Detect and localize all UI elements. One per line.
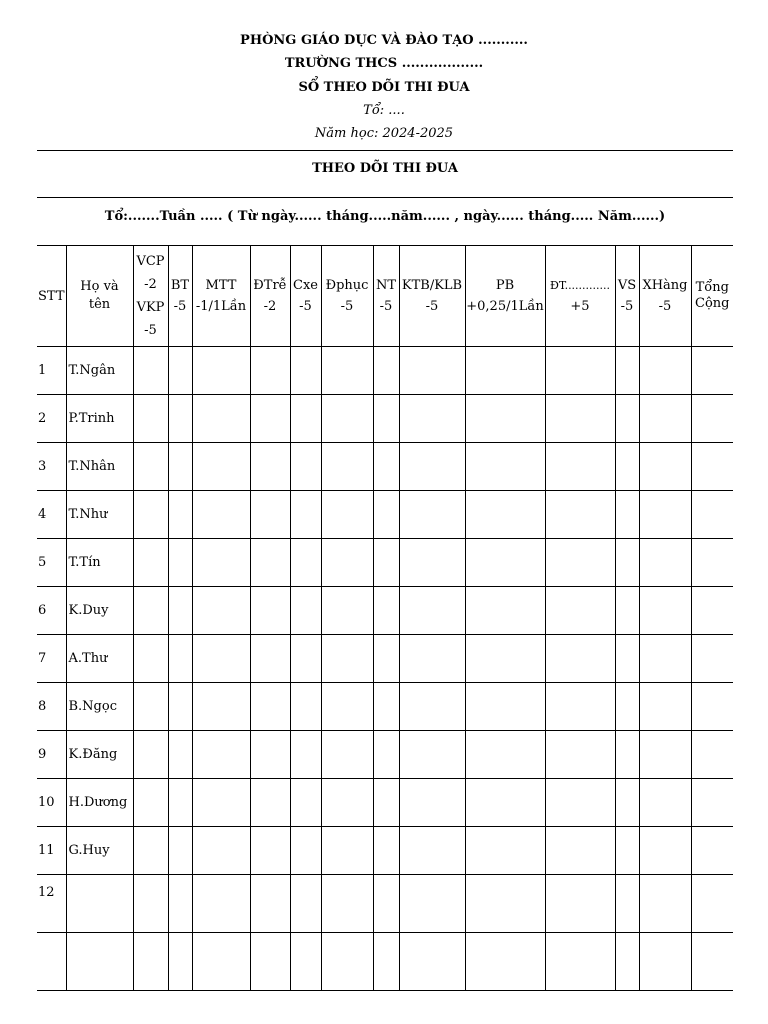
cell-pb: [465, 347, 545, 395]
col-dphuc-line2: -5: [340, 299, 354, 314]
cell-mtt: [192, 539, 250, 587]
cell-total: [691, 395, 733, 443]
cell-mtt: [192, 635, 250, 683]
cell-name: T.Tín: [66, 539, 133, 587]
col-dt: [545, 246, 615, 347]
cell-vcp: [133, 491, 168, 539]
cell-mtt: [192, 683, 250, 731]
col-name: [66, 246, 133, 347]
cell-name: K.Duy: [66, 587, 133, 635]
cell-dphuc: [321, 731, 373, 779]
cell-dtre: [250, 827, 290, 875]
cell-stt: 12: [37, 875, 66, 933]
cell-dt: [545, 827, 615, 875]
cell-ktb: [399, 491, 465, 539]
col-ktb-line1: KTB/KLB: [401, 278, 463, 293]
cell-bt: [168, 491, 192, 539]
col-mtt-line1: MTT: [205, 278, 237, 293]
col-bt-line2: -5: [173, 299, 187, 314]
cell-pb: [465, 731, 545, 779]
col-xh-line2: -5: [658, 299, 672, 314]
col-cxe-line1: Cxe: [293, 278, 318, 293]
cell-name: K.Đăng: [66, 731, 133, 779]
cell-total: [691, 635, 733, 683]
cell-total: [691, 779, 733, 827]
cell-pb: [465, 875, 545, 933]
school-title: TRƯỜNG THCS ..................: [284, 56, 484, 71]
table-row: [37, 539, 733, 587]
cell-cxe: [290, 443, 321, 491]
cell-dt: [545, 875, 615, 933]
table-row: [37, 395, 733, 443]
cell-dphuc: [321, 875, 373, 933]
col-cxe-line2: -5: [299, 299, 312, 314]
cell-bt: [168, 635, 192, 683]
cell-nt: [373, 827, 399, 875]
cell-dt: [545, 395, 615, 443]
cell-total: [691, 347, 733, 395]
cell-vs: [615, 635, 639, 683]
cell-bt: [168, 539, 192, 587]
cell-dphuc: [321, 491, 373, 539]
cell-dt: [545, 779, 615, 827]
cell-vs: [615, 779, 639, 827]
divider-middle: [37, 197, 733, 198]
cell-dphuc: [321, 587, 373, 635]
section-title: THEO DÕI THI ĐUA: [312, 161, 458, 176]
col-bt-line1: BT: [170, 278, 190, 293]
cell-cxe: [290, 587, 321, 635]
cell-cxe: [290, 731, 321, 779]
table-row: [37, 933, 733, 991]
cell-nt: [373, 395, 399, 443]
cell-total: [691, 539, 733, 587]
cell-vs: [615, 539, 639, 587]
cell-total: [691, 587, 733, 635]
cell-vcp: [133, 875, 168, 933]
cell-ktb: [399, 539, 465, 587]
table-row: [37, 875, 733, 933]
book-title: SỔ THEO DÕI THI ĐUA: [298, 80, 470, 95]
cell-dt: [545, 539, 615, 587]
col-dtre: [250, 246, 290, 347]
cell-ktb: [399, 827, 465, 875]
table-row: [37, 779, 733, 827]
cell-dtre: [250, 933, 290, 991]
cell-dt: [545, 347, 615, 395]
col-dtre-line1: ĐTrễ: [253, 278, 287, 293]
cell-vcp: [133, 635, 168, 683]
col-stt: [37, 246, 66, 347]
col-xh-line1: XHàng: [642, 278, 688, 293]
cell-bt: [168, 875, 192, 933]
col-name-line2: tên: [88, 297, 111, 312]
cell-ktb: [399, 683, 465, 731]
col-bt: [168, 246, 192, 347]
col-pb-line2: +0,25/1Lần: [466, 299, 544, 314]
table-row: [37, 347, 733, 395]
cell-mtt: [192, 875, 250, 933]
cell-stt: [37, 933, 66, 991]
cell-nt: [373, 347, 399, 395]
cell-nt: [373, 635, 399, 683]
divider-top: [37, 150, 733, 151]
school-year: Năm học: 2024-2025: [314, 126, 454, 141]
cell-dtre: [250, 683, 290, 731]
col-vcp-line3: VKP: [136, 300, 165, 315]
cell-vcp: [133, 779, 168, 827]
col-mtt-line2: -1/1Lần: [195, 299, 247, 314]
cell-bt: [168, 347, 192, 395]
department-title: PHÒNG GIÁO DỤC VÀ ĐÀO TẠO ...........: [240, 33, 528, 48]
cell-vcp: [133, 395, 168, 443]
cell-name: B.Ngọc: [66, 683, 133, 731]
cell-name: T.Ngân: [66, 347, 133, 395]
cell-vcp: [133, 683, 168, 731]
cell-total: [691, 731, 733, 779]
cell-cxe: [290, 635, 321, 683]
cell-cxe: [290, 875, 321, 933]
col-ktb: [399, 246, 465, 347]
col-pb-line1: PB: [495, 278, 515, 293]
cell-pb: [465, 683, 545, 731]
cell-dtre: [250, 731, 290, 779]
col-pb: [465, 246, 545, 347]
cell-total: [691, 491, 733, 539]
cell-stt: 3: [37, 443, 66, 491]
cell-stt: 6: [37, 587, 66, 635]
col-cxe: [290, 246, 321, 347]
cell-dtre: [250, 443, 290, 491]
col-dphuc: [321, 246, 373, 347]
cell-name: [66, 875, 133, 933]
cell-vs: [615, 491, 639, 539]
cell-ktb: [399, 779, 465, 827]
cell-bt: [168, 731, 192, 779]
cell-cxe: [290, 539, 321, 587]
cell-cxe: [290, 395, 321, 443]
cell-nt: [373, 539, 399, 587]
cell-pb: [465, 539, 545, 587]
col-stt-label: STT: [38, 288, 65, 304]
cell-pb: [465, 827, 545, 875]
cell-nt: [373, 683, 399, 731]
table-row: [37, 443, 733, 491]
cell-total: [691, 827, 733, 875]
cell-xh: [639, 731, 691, 779]
cell-vs: [615, 731, 639, 779]
cell-cxe: [290, 779, 321, 827]
cell-dphuc: [321, 933, 373, 991]
cell-ktb: [399, 347, 465, 395]
col-vs: [615, 246, 639, 347]
col-dphuc-line1: Đphục: [325, 278, 369, 293]
cell-dtre: [250, 395, 290, 443]
cell-name: T.Nhân: [66, 443, 133, 491]
cell-dphuc: [321, 539, 373, 587]
cell-pb: [465, 587, 545, 635]
cell-dphuc: [321, 635, 373, 683]
col-nt: [373, 246, 399, 347]
cell-ktb: [399, 587, 465, 635]
cell-stt: 10: [37, 779, 66, 827]
cell-cxe: [290, 683, 321, 731]
cell-total: [691, 683, 733, 731]
col-total-line1: Tổng: [695, 280, 729, 295]
cell-total: [691, 443, 733, 491]
cell-nt: [373, 933, 399, 991]
col-mtt: [192, 246, 250, 347]
table-row: [37, 587, 733, 635]
col-vs-line2: -5: [620, 299, 634, 314]
col-xh: [639, 246, 691, 347]
cell-total: [691, 875, 733, 933]
col-total-line2: Cộng: [695, 296, 730, 311]
cell-pb: [465, 635, 545, 683]
cell-vs: [615, 683, 639, 731]
cell-dt: [545, 683, 615, 731]
cell-xh: [639, 347, 691, 395]
cell-name: G.Huy: [66, 827, 133, 875]
cell-nt: [373, 779, 399, 827]
cell-bt: [168, 933, 192, 991]
cell-xh: [639, 587, 691, 635]
cell-mtt: [192, 779, 250, 827]
cell-mtt: [192, 347, 250, 395]
cell-pb: [465, 491, 545, 539]
cell-xh: [639, 827, 691, 875]
cell-stt: 2: [37, 395, 66, 443]
col-vcp: [133, 246, 168, 347]
cell-xh: [639, 395, 691, 443]
cell-nt: [373, 731, 399, 779]
cell-xh: [639, 443, 691, 491]
cell-vs: [615, 827, 639, 875]
cell-dtre: [250, 875, 290, 933]
cell-pb: [465, 395, 545, 443]
cell-vcp: [133, 539, 168, 587]
cell-xh: [639, 683, 691, 731]
col-dt-line1: ĐT.............: [549, 279, 611, 292]
group-label: Tổ: ....: [363, 103, 405, 118]
cell-nt: [373, 587, 399, 635]
cell-xh: [639, 779, 691, 827]
cell-pb: [465, 443, 545, 491]
cell-ktb: [399, 443, 465, 491]
cell-ktb: [399, 875, 465, 933]
cell-ktb: [399, 635, 465, 683]
cell-stt: 1: [37, 347, 66, 395]
cell-mtt: [192, 395, 250, 443]
cell-dt: [545, 443, 615, 491]
cell-stt: 5: [37, 539, 66, 587]
cell-nt: [373, 443, 399, 491]
col-dtre-line2: -2: [263, 299, 277, 314]
cell-name: [66, 933, 133, 991]
cell-cxe: [290, 827, 321, 875]
cell-xh: [639, 933, 691, 991]
cell-dt: [545, 491, 615, 539]
cell-dphuc: [321, 683, 373, 731]
table-header-row: [37, 246, 733, 347]
cell-total: [691, 933, 733, 991]
cell-mtt: [192, 827, 250, 875]
cell-bt: [168, 827, 192, 875]
cell-xh: [639, 635, 691, 683]
col-vcp-line2: -2: [144, 277, 157, 292]
cell-dt: [545, 635, 615, 683]
cell-dt: [545, 731, 615, 779]
cell-bt: [168, 779, 192, 827]
emulation-table: [37, 245, 733, 991]
col-name-line1: Họ và: [80, 279, 119, 294]
table-row: [37, 683, 733, 731]
cell-dphuc: [321, 827, 373, 875]
cell-vcp: [133, 347, 168, 395]
cell-vs: [615, 443, 639, 491]
cell-cxe: [290, 933, 321, 991]
col-vs-line1: VS: [617, 278, 637, 293]
cell-vs: [615, 875, 639, 933]
cell-xh: [639, 875, 691, 933]
cell-stt: 8: [37, 683, 66, 731]
col-nt-line1: NT: [375, 278, 397, 293]
cell-vs: [615, 395, 639, 443]
cell-pb: [465, 779, 545, 827]
cell-dtre: [250, 635, 290, 683]
cell-dphuc: [321, 779, 373, 827]
cell-bt: [168, 683, 192, 731]
cell-mtt: [192, 587, 250, 635]
cell-nt: [373, 491, 399, 539]
cell-vcp: [133, 587, 168, 635]
cell-bt: [168, 443, 192, 491]
cell-bt: [168, 587, 192, 635]
cell-xh: [639, 539, 691, 587]
cell-vs: [615, 933, 639, 991]
cell-ktb: [399, 395, 465, 443]
cell-name: H.Dương: [66, 779, 133, 827]
cell-vcp: [133, 443, 168, 491]
cell-dtre: [250, 347, 290, 395]
cell-stt: 9: [37, 731, 66, 779]
cell-bt: [168, 395, 192, 443]
cell-mtt: [192, 491, 250, 539]
cell-xh: [639, 491, 691, 539]
cell-dtre: [250, 779, 290, 827]
table-row: [37, 491, 733, 539]
col-dt-line2: +5: [570, 299, 590, 314]
col-ktb-line2: -5: [425, 299, 439, 314]
cell-name: A.Thư: [66, 635, 133, 683]
cell-dphuc: [321, 443, 373, 491]
table-row: [37, 635, 733, 683]
cell-vcp: [133, 933, 168, 991]
cell-vs: [615, 587, 639, 635]
cell-dtre: [250, 491, 290, 539]
table-row: [37, 827, 733, 875]
col-vcp-line1: VCP: [136, 254, 165, 269]
cell-dtre: [250, 587, 290, 635]
table-row: [37, 731, 733, 779]
cell-dphuc: [321, 395, 373, 443]
cell-ktb: [399, 933, 465, 991]
cell-mtt: [192, 731, 250, 779]
col-nt-line2: -5: [379, 299, 393, 314]
week-line: Tổ:.......Tuần ..... ( Từ ngày...... tháng.....năm...... , ngày...... tháng..... Năm......): [104, 209, 666, 224]
cell-dtre: [250, 539, 290, 587]
cell-nt: [373, 875, 399, 933]
col-vcp-line4: -5: [144, 323, 157, 338]
cell-stt: 11: [37, 827, 66, 875]
cell-name: P.Trinh: [66, 395, 133, 443]
cell-name: T.Như: [66, 491, 133, 539]
cell-cxe: [290, 491, 321, 539]
cell-mtt: [192, 933, 250, 991]
cell-vcp: [133, 827, 168, 875]
cell-vs: [615, 347, 639, 395]
cell-stt: 7: [37, 635, 66, 683]
col-total: [691, 246, 733, 347]
cell-mtt: [192, 443, 250, 491]
cell-ktb: [399, 731, 465, 779]
cell-dphuc: [321, 347, 373, 395]
cell-dt: [545, 587, 615, 635]
cell-dt: [545, 933, 615, 991]
cell-cxe: [290, 347, 321, 395]
cell-vcp: [133, 731, 168, 779]
cell-stt: 4: [37, 491, 66, 539]
cell-pb: [465, 933, 545, 991]
